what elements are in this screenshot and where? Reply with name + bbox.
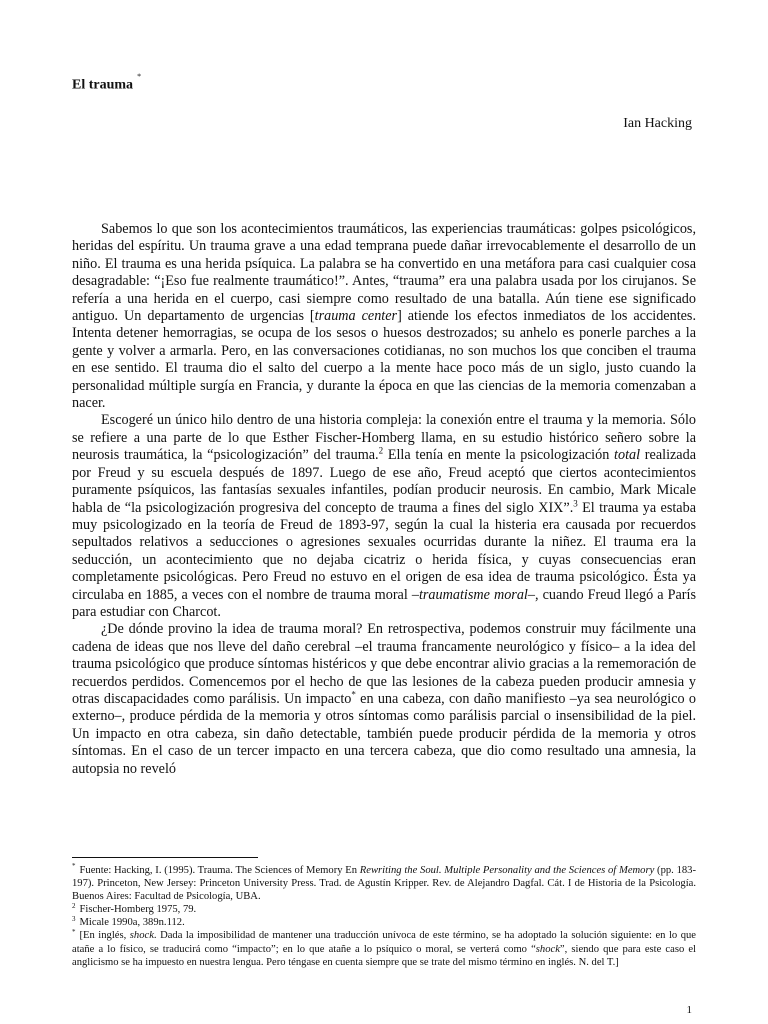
footnote-1-book-title: Rewriting the Soul. Multiple Personality and the Sciences of Memory — [359, 865, 655, 876]
footnote-3-mark: 3 — [72, 914, 76, 923]
footnote-4-text-b: . Dada la imposibilidad de mantener una traducción unívoca de este término, se ha adoptado la solución siguiente: en lo que atañe a lo físico, se traducirá como “impacto”; en lo que atañe a lo psíquico o moral, se verterá como “ — [72, 930, 696, 955]
footnote-ref-3: 3 — [573, 497, 578, 508]
paragraph-3-text-b: en una cabeza, con daño manifiesto –ya sea neurológico o externo–, produce pérdida de la memoria y otros síntomas como parálisis parcial o insensibilidad de la piel. Un impacto en otra cabeza, sin daño detectable, también puede producir pérdida de la memoria y otros síntomas. En el caso de un tercer impacto en una tercera cabeza, que dio como resultado una amnesia, la autopsia no reveló — [72, 690, 696, 777]
paragraph-1-emphasis: trauma center — [314, 308, 398, 325]
footnote-4-text-c: ”, siendo que para este caso el anglicismo se ha impuesto en nuestra lengua. Pero téngase en cuenta siempre que se trate del mismo término en inglés. N. del T.] — [72, 943, 696, 968]
footnote-separator — [72, 857, 258, 858]
footnote-2-text: Fischer-Homberg 1975, 79. — [79, 904, 197, 916]
footnote-4-shock-2: shock — [535, 943, 560, 955]
paragraph-1-text-end: ] atiende los efectos inmediatos de los accidentes. Intenta detener hemorragias, se ocupa de los sesos o huesos destrozados; su anhelo es ponerle parches a la gente y volver a armarla. Pero, en las conversaciones cotidianas, no son muchos los que conciben el trauma en ese sentido. El trauma dio el salto del cuerpo a la mente hace poco más de un siglo, justo cuando la personalidad múltiple surgía en Francia, y durante la época en que las ciencias de la memoria comenzaban a nacer. — [72, 308, 696, 412]
footnotes — [72, 864, 696, 969]
author-name: Ian Hacking — [623, 116, 692, 131]
footnote-3 — [72, 916, 696, 929]
footnote-3-text: Micale 1990a, 389n.112. — [79, 917, 185, 929]
footnote-4-mark: * — [72, 927, 76, 936]
footnote-4-text-a: [En inglés, — [79, 930, 130, 942]
paragraph-2-emphasis-total: total — [614, 447, 641, 464]
paragraph-2-text-e: , cuando Freud llegó a París para estudiar con Charcot. — [72, 586, 696, 620]
footnote-2-mark: 2 — [72, 901, 76, 910]
paragraph-3-text-a: ¿De dónde provino la idea de trauma moral? En retrospectiva, podemos construir muy fácilmente una cadena de ideas que nos lleve del daño cerebral –el trauma francamente neurológico y físico– a la idea del trauma psicológico que produce síntomas histéricos y que debe encontrar alivio gracias a la rememoración de recuerdos perdidos. Comencemos por el hecho de que las lesiones de la cabeza pueden producir amnesia y otras discapacidades como parálisis. Un impacto — [72, 621, 696, 707]
title-footnote-mark: * — [137, 72, 142, 81]
document-title — [72, 72, 142, 94]
footnote-ref-star: * — [351, 689, 356, 700]
footnote-1-text-a: Fuente: Hacking, I. (1995). Trauma. The Sciences of Memory En — [79, 865, 360, 876]
footnote-1-mark: * — [72, 862, 76, 871]
paragraph-2-emphasis-traumatisme: –traumatisme moral– — [411, 586, 535, 603]
footnote-2 — [72, 903, 696, 916]
paragraph-2-text-a: Escogeré un único hilo dentro de una historia compleja: la conexión entre el trauma y la memoria. Sólo se refiere a una parte de lo que Esther Fischer-Homberg llama, en su estudio histórico señero sobre la neurosis traumática, la “psicologización” del trauma. — [72, 412, 696, 464]
body-text — [72, 221, 696, 778]
footnote-1 — [72, 864, 696, 903]
paragraph-2-text-d: El trauma ya estaba muy psicologizado en la teoría de Freud de 1893-97, según la cual la histeria era causada por recuerdos sepultados relativos a seducciones o agresiones sexuales ocurridas durante la niñez. El trauma era la seducción, un acontecimiento que no dejaba cicatriz o herida física, y cuyas consecuencias eran completamente psicológicas. Pero Freud no estuvo en el origen de esa idea de trauma psicológico. Ésta ya circulaba en 1885, a veces con el nombre de trauma moral — [72, 499, 696, 603]
paragraph-1-text: Sabemos lo que son los acontecimientos traumáticos, las experiencias traumáticas: golpes psicológicos, heridas del espíritu. Un trauma grave a una edad temprana puede dañar irrevocablemente el desarrollo de un niño. El trauma es una herida psíquica. La palabra se ha convertido en una metáfora para casi cualquier cosa desagradable: “¡Eso fue realmente traumático!”. Antes, “trauma” era una palabra usada por los cirujanos. Se refería a una herida en el cuerpo, casi siempre como resultado de una batalla. Aún tiene ese significado antiguo. Un departamento de urgencias [ — [72, 221, 696, 325]
footnote-ref-2: 2 — [378, 445, 384, 456]
paragraph-1 — [72, 221, 696, 412]
title-text: El trauma — [72, 77, 134, 93]
footnote-4 — [72, 929, 696, 968]
footnote-4-shock-1: shock — [129, 930, 154, 942]
footnote-1-text-b: (pp. 183-197). Princeton, New Jersey: Princeton University Press. Trad. de Agustín Kripper. Rev. de Alejandro Dagfal. Cát. I de Historia de la Psicología. Buenos Aires: Facultad de Psicología, UBA. — [72, 865, 696, 903]
page-number: 1 — [686, 1004, 692, 1016]
paragraph-2-text-b: Ella tenía en mente la psicologización — [383, 447, 615, 464]
paragraph-2-text-c: realizada por Freud y su escuela después de 1897. Luego de ese año, Freud aceptó que ciertos acontecimientos puramente psíquicos, las fantasías sexuales infantiles, podían producir neurosis. En cambio, Mark Micale habla de “la psicologización progresiva del concepto de trauma a fines del siglo XIX”. — [72, 447, 696, 516]
paragraph-3 — [72, 621, 696, 778]
paragraph-2 — [72, 412, 696, 621]
